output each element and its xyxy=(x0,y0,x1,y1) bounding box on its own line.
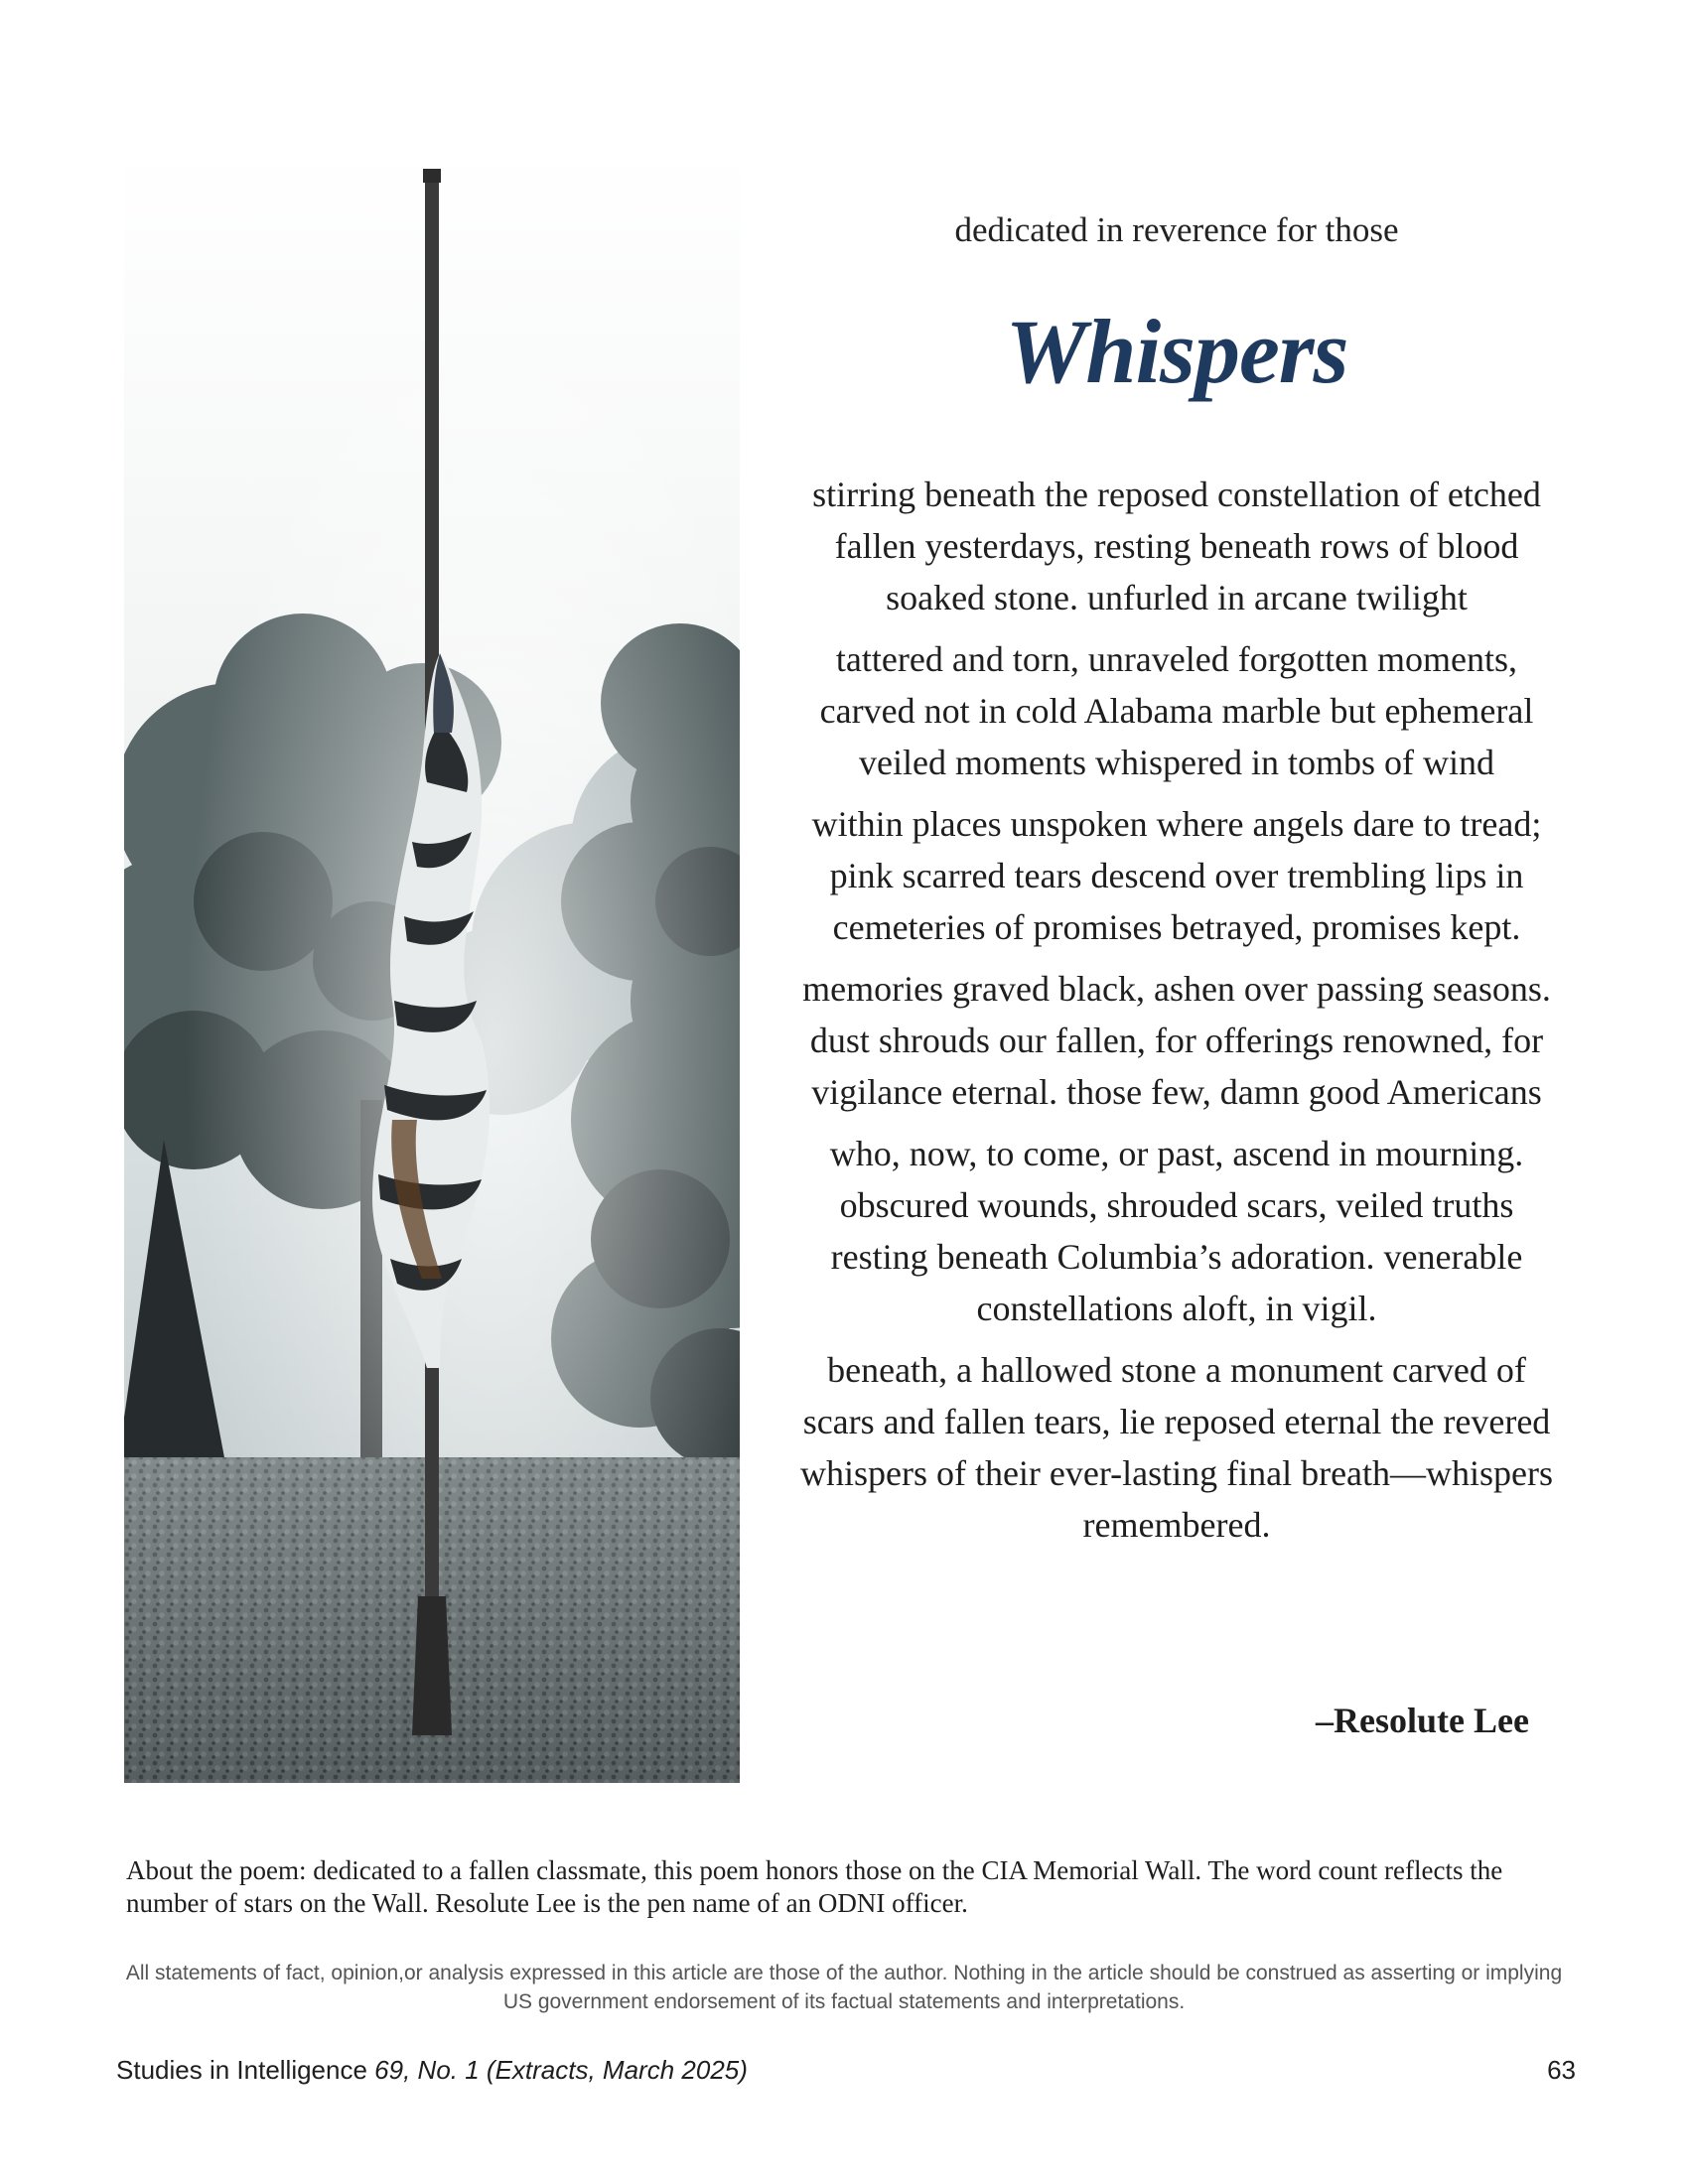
poem-line: pink scarred tears descend over trembling lips in xyxy=(829,856,1524,895)
poem-line: remembered. xyxy=(1082,1505,1271,1545)
poem-line: who, now, to come, or past, ascend in mourning. xyxy=(829,1134,1524,1173)
disclaimer-note: All statements of fact, opinion,or analysis expressed in this article are those of the author. Nothing in the article should be construed as asserting or implying US government endorsement of its factual statements and interpretations. xyxy=(125,1962,1563,2013)
poem-line: vigilance eternal. those few, damn good Americans xyxy=(811,1072,1542,1112)
publication-citation xyxy=(116,2055,748,2086)
stanza-5 xyxy=(779,1128,1574,1334)
stanza-6 xyxy=(779,1344,1574,1551)
publication-issue: 69, No. 1 ( xyxy=(374,2055,495,2085)
poem-line: stirring beneath the reposed constellation of etched xyxy=(812,475,1541,514)
poem-body xyxy=(779,469,1574,1551)
poem-line: veiled moments whispered in tombs of wind xyxy=(859,743,1494,782)
poem-line: constellations aloft, in vigil. xyxy=(976,1289,1377,1328)
poem-title: Whispers xyxy=(1005,301,1348,402)
poem-line: within places unspoken where angels dare to tread; xyxy=(811,804,1542,844)
poem-column xyxy=(779,208,1574,1561)
poem-line: dust shrouds our fallen, for offerings renowned, for xyxy=(809,1021,1544,1060)
stanza-1 xyxy=(779,469,1574,623)
poem-line: whispers of their ever-lasting final breath—whispers xyxy=(799,1453,1554,1493)
poem-line: fallen yesterdays, resting beneath rows of blood xyxy=(834,526,1519,566)
poem-line: beneath, a hallowed stone a monument carved of xyxy=(827,1350,1526,1390)
flag-photo xyxy=(124,147,740,1783)
dedication-line: dedicated in reverence for those xyxy=(954,210,1399,249)
publication-name: Studies in Intelligence xyxy=(116,2055,375,2085)
about-the-poem-note: About the poem: dedicated to a fallen classmate, this poem honors those on the CIA Memorial Wall. The word count reflects the number of stars on the Wall. Resolute Lee is the pen name of an ODNI officer. xyxy=(126,1855,1503,1918)
poem-line: memories graved black, ashen over passing seasons. xyxy=(802,969,1551,1009)
poem-line: soaked stone. unfurled in arcane twilight xyxy=(886,578,1468,617)
page-number: 63 xyxy=(1547,2055,1576,2085)
poem-line: cemeteries of promises betrayed, promises kept. xyxy=(832,907,1521,947)
poem-line: tattered and torn, unraveled forgotten moments, xyxy=(835,639,1518,679)
poem-line: resting beneath Columbia’s adoration. venerable xyxy=(830,1237,1523,1277)
poem-line: obscured wounds, shrouded scars, veiled truths xyxy=(839,1185,1514,1225)
poem-line: scars and fallen tears, lie reposed eternal the revered xyxy=(802,1402,1551,1441)
stanza-2 xyxy=(779,633,1574,788)
stanza-4 xyxy=(779,963,1574,1118)
poem-line: carved not in cold Alabama marble but ephemeral xyxy=(819,691,1534,731)
stanza-3 xyxy=(779,798,1574,953)
author-signature: –Resolute Lee xyxy=(1316,1701,1529,1740)
publication-edition: Extracts, March 2025) xyxy=(494,2055,748,2085)
